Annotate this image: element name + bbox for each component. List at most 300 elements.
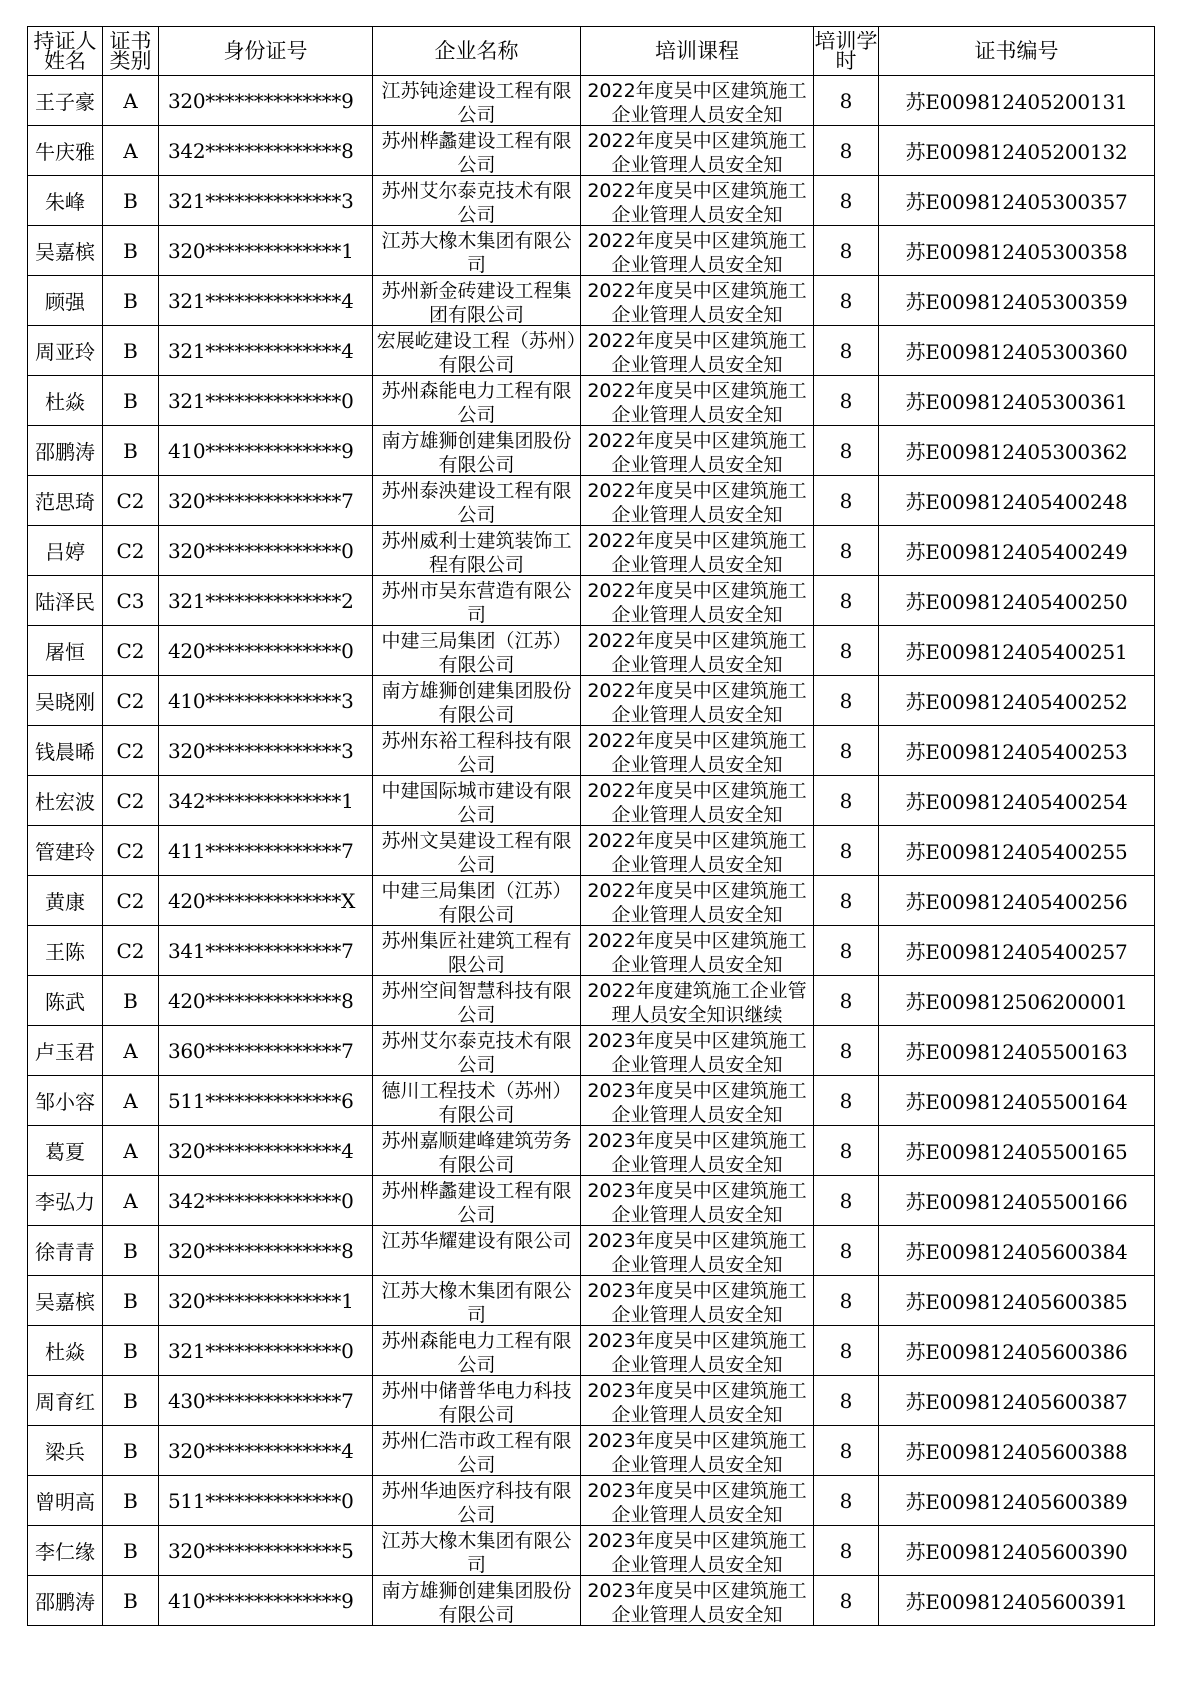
id-number-cell: 321**************4 [159, 326, 373, 376]
holder-name-cell: 黄康 [28, 876, 103, 926]
table-row [28, 326, 1155, 376]
company-name-text: 中建三局集团（江苏）有限公司 [381, 879, 572, 925]
cert-number-cell: 苏E009812405500164 [879, 1076, 1155, 1126]
company-name-text: 苏州桦蠡建设工程有限公司 [381, 129, 572, 175]
training-course-text: 2022年度吴中区建筑施工企业管理人员安全知 [587, 629, 807, 675]
company-name-text: 苏州泰泱建设工程有限公司 [381, 479, 572, 525]
header-holder-name: 持证人姓名 [28, 27, 103, 76]
id-number-cell: 320**************5 [159, 1526, 373, 1576]
company-name-text: 苏州森能电力工程有限公司 [381, 379, 572, 425]
company-name-text: 苏州仁浩市政工程有限公司 [381, 1429, 572, 1475]
training-course-text: 2023年度吴中区建筑施工企业管理人员安全知 [587, 1179, 807, 1225]
training-course-cell [581, 126, 814, 176]
table-row [28, 1176, 1155, 1226]
cert-category-cell: C2 [103, 626, 159, 676]
cert-number-cell: 苏E009812405200132 [879, 126, 1155, 176]
header-training-course: 培训课程 [581, 27, 814, 76]
table-row [28, 1426, 1155, 1476]
table-row [28, 1026, 1155, 1076]
table-row [28, 876, 1155, 926]
company-name-text: 苏州华迪医疗科技有限公司 [381, 1479, 572, 1525]
table-row [28, 1576, 1155, 1626]
training-hours-cell: 8 [814, 126, 879, 176]
id-number-cell: 320**************0 [159, 526, 373, 576]
holder-name-cell: 王子豪 [28, 76, 103, 126]
training-course-text: 2022年度吴中区建筑施工企业管理人员安全知 [587, 829, 807, 875]
training-course-text: 2022年度吴中区建筑施工企业管理人员安全知 [587, 329, 807, 375]
cert-number-cell: 苏E009812405400248 [879, 476, 1155, 526]
training-hours-cell: 8 [814, 676, 879, 726]
company-name-text: 苏州新金砖建设工程集团有限公司 [381, 279, 572, 325]
company-name-cell [373, 1126, 581, 1176]
id-number-cell: 321**************4 [159, 276, 373, 326]
id-number-cell: 341**************7 [159, 926, 373, 976]
holder-name-cell: 梁兵 [28, 1426, 103, 1476]
company-name-cell [373, 226, 581, 276]
table-row [28, 1126, 1155, 1176]
training-hours-cell: 8 [814, 326, 879, 376]
table-row [28, 526, 1155, 576]
training-course-text: 2022年度吴中区建筑施工企业管理人员安全知 [587, 429, 807, 475]
table-row [28, 926, 1155, 976]
training-hours-cell: 8 [814, 526, 879, 576]
company-name-cell [373, 176, 581, 226]
company-name-text: 江苏华耀建设有限公司 [381, 1229, 572, 1252]
certificate-table [27, 26, 1155, 1626]
header-row [28, 27, 1155, 76]
cert-number-cell: 苏E009812405600385 [879, 1276, 1155, 1326]
training-course-text: 2022年度吴中区建筑施工企业管理人员安全知 [587, 529, 807, 575]
holder-name-cell: 徐青青 [28, 1226, 103, 1276]
id-number-cell: 511**************0 [159, 1476, 373, 1526]
company-name-cell [373, 1326, 581, 1376]
company-name-text: 苏州森能电力工程有限公司 [381, 1329, 572, 1375]
cert-number-cell: 苏E009812405400256 [879, 876, 1155, 926]
id-number-cell: 411**************7 [159, 826, 373, 876]
id-number-cell: 410**************9 [159, 426, 373, 476]
id-number-cell: 320**************9 [159, 76, 373, 126]
cert-number-cell: 苏E009812405500166 [879, 1176, 1155, 1226]
table-row [28, 376, 1155, 426]
training-hours-cell: 8 [814, 1026, 879, 1076]
id-number-cell: 320**************7 [159, 476, 373, 526]
holder-name-cell: 杜焱 [28, 1326, 103, 1376]
holder-name-cell: 吴晓刚 [28, 676, 103, 726]
training-hours-cell: 8 [814, 776, 879, 826]
id-number-cell: 511**************6 [159, 1076, 373, 1126]
holder-name-cell: 王陈 [28, 926, 103, 976]
company-name-cell [373, 276, 581, 326]
training-hours-cell: 8 [814, 576, 879, 626]
cert-category-cell: A [103, 126, 159, 176]
holder-name-cell: 管建玲 [28, 826, 103, 876]
holder-name-cell: 曾明高 [28, 1476, 103, 1526]
company-name-cell [373, 476, 581, 526]
company-name-text: 苏州中储普华电力科技有限公司 [381, 1379, 572, 1425]
training-course-text: 2022年度建筑施工企业管理人员安全知识继续 [587, 979, 807, 1025]
holder-name-cell: 葛夏 [28, 1126, 103, 1176]
company-name-cell [373, 826, 581, 876]
training-hours-cell: 8 [814, 1426, 879, 1476]
training-course-text: 2022年度吴中区建筑施工企业管理人员安全知 [587, 929, 807, 975]
id-number-cell: 410**************9 [159, 1576, 373, 1626]
training-course-cell [581, 676, 814, 726]
training-course-cell [581, 1326, 814, 1376]
company-name-text: 苏州艾尔泰克技术有限公司 [381, 179, 572, 225]
company-name-cell [373, 576, 581, 626]
id-number-cell: 320**************4 [159, 1426, 373, 1476]
cert-category-cell: C2 [103, 826, 159, 876]
header-id-number: 身份证号 [159, 27, 373, 76]
training-course-text: 2022年度吴中区建筑施工企业管理人员安全知 [587, 579, 807, 625]
id-number-cell: 321**************3 [159, 176, 373, 226]
cert-number-cell: 苏E009812405300359 [879, 276, 1155, 326]
company-name-text: 中建三局集团（江苏）有限公司 [381, 629, 572, 675]
training-hours-cell: 8 [814, 1176, 879, 1226]
training-course-cell [581, 976, 814, 1026]
table-row [28, 1376, 1155, 1426]
holder-name-cell: 邹小容 [28, 1076, 103, 1126]
id-number-cell: 430**************7 [159, 1376, 373, 1426]
training-course-text: 2023年度吴中区建筑施工企业管理人员安全知 [587, 1079, 807, 1125]
company-name-text: 苏州威利士建筑装饰工程有限公司 [381, 529, 572, 575]
table-row [28, 1226, 1155, 1276]
cert-category-cell: B [103, 276, 159, 326]
table-row [28, 1276, 1155, 1326]
company-name-cell [373, 526, 581, 576]
training-course-cell [581, 1276, 814, 1326]
cert-category-cell: A [103, 1076, 159, 1126]
training-course-cell [581, 626, 814, 676]
company-name-text: 江苏大橡木集团有限公司 [381, 1529, 572, 1575]
company-name-cell [373, 376, 581, 426]
training-course-cell [581, 576, 814, 626]
cert-category-cell: A [103, 1176, 159, 1226]
training-course-cell [581, 76, 814, 126]
cert-number-cell: 苏E009812405400255 [879, 826, 1155, 876]
cert-category-cell: C3 [103, 576, 159, 626]
table-row [28, 1526, 1155, 1576]
table-row [28, 1076, 1155, 1126]
training-course-cell [581, 426, 814, 476]
training-hours-cell: 8 [814, 1476, 879, 1526]
company-name-text: 江苏钝途建设工程有限公司 [381, 79, 572, 125]
training-hours-cell: 8 [814, 276, 879, 326]
company-name-cell [373, 1526, 581, 1576]
holder-name-cell: 吴嘉槟 [28, 1276, 103, 1326]
company-name-text: 苏州东裕工程科技有限公司 [381, 729, 572, 775]
training-hours-cell: 8 [814, 1276, 879, 1326]
training-course-text: 2022年度吴中区建筑施工企业管理人员安全知 [587, 279, 807, 325]
company-name-text: 宏展屹建设工程（苏州）有限公司 [376, 329, 577, 375]
training-hours-cell: 8 [814, 826, 879, 876]
company-name-text: 苏州空间智慧科技有限公司 [381, 979, 572, 1025]
id-number-cell: 342**************1 [159, 776, 373, 826]
cert-category-cell: A [103, 1126, 159, 1176]
cert-category-cell: B [103, 1526, 159, 1576]
cert-category-cell: C2 [103, 876, 159, 926]
holder-name-cell: 朱峰 [28, 176, 103, 226]
company-name-cell [373, 876, 581, 926]
cert-number-cell: 苏E009812405300358 [879, 226, 1155, 276]
table-row [28, 626, 1155, 676]
training-course-text: 2023年度吴中区建筑施工企业管理人员安全知 [587, 1379, 807, 1425]
company-name-text: 苏州艾尔泰克技术有限公司 [381, 1029, 572, 1075]
cert-number-cell: 苏E009812405300360 [879, 326, 1155, 376]
table-row [28, 976, 1155, 1026]
company-name-text: 南方雄狮创建集团股份有限公司 [381, 1579, 572, 1625]
cert-number-cell: 苏E009812405200131 [879, 76, 1155, 126]
holder-name-cell: 吕婷 [28, 526, 103, 576]
table-row [28, 176, 1155, 226]
table-row [28, 276, 1155, 326]
training-course-cell [581, 1376, 814, 1426]
company-name-text: 苏州文昊建设工程有限公司 [381, 829, 572, 875]
company-name-text: 苏州嘉顺建峰建筑劳务有限公司 [381, 1129, 572, 1175]
cert-category-cell: B [103, 1326, 159, 1376]
company-name-cell [373, 1426, 581, 1476]
cert-number-cell: 苏E009812405400252 [879, 676, 1155, 726]
training-course-cell [581, 726, 814, 776]
cert-number-cell: 苏E009812405600386 [879, 1326, 1155, 1376]
training-hours-cell: 8 [814, 76, 879, 126]
holder-name-cell: 邵鹏涛 [28, 426, 103, 476]
training-hours-cell: 8 [814, 1526, 879, 1576]
cert-number-cell: 苏E009812405400257 [879, 926, 1155, 976]
cert-number-cell: 苏E009812405500165 [879, 1126, 1155, 1176]
company-name-cell [373, 1026, 581, 1076]
training-hours-cell: 8 [814, 426, 879, 476]
training-course-cell [581, 226, 814, 276]
training-course-cell [581, 1576, 814, 1626]
company-name-text: 德川工程技术（苏州）有限公司 [381, 1079, 572, 1125]
id-number-cell: 420**************8 [159, 976, 373, 1026]
training-hours-cell: 8 [814, 176, 879, 226]
training-hours-cell: 8 [814, 376, 879, 426]
company-name-text: 苏州集匠社建筑工程有限公司 [381, 929, 572, 975]
training-hours-cell: 8 [814, 1076, 879, 1126]
training-course-text: 2023年度吴中区建筑施工企业管理人员安全知 [587, 1129, 807, 1175]
holder-name-cell: 李弘力 [28, 1176, 103, 1226]
company-name-cell [373, 976, 581, 1026]
cert-number-cell: 苏E009812405400254 [879, 776, 1155, 826]
holder-name-cell: 杜宏波 [28, 776, 103, 826]
company-name-cell [373, 326, 581, 376]
training-course-text: 2023年度吴中区建筑施工企业管理人员安全知 [587, 1329, 807, 1375]
cert-number-cell: 苏E009812405600389 [879, 1476, 1155, 1526]
training-hours-cell: 8 [814, 976, 879, 1026]
training-course-text: 2023年度吴中区建筑施工企业管理人员安全知 [587, 1579, 807, 1625]
company-name-text: 中建国际城市建设有限公司 [381, 779, 572, 825]
training-hours-cell: 8 [814, 726, 879, 776]
training-course-text: 2023年度吴中区建筑施工企业管理人员安全知 [587, 1279, 807, 1325]
holder-name-cell: 屠恒 [28, 626, 103, 676]
cert-number-cell: 苏E009812405400251 [879, 626, 1155, 676]
training-course-text: 2023年度吴中区建筑施工企业管理人员安全知 [587, 1229, 807, 1275]
company-name-cell [373, 1376, 581, 1426]
training-course-cell [581, 1126, 814, 1176]
header-cert-number: 证书编号 [879, 27, 1155, 76]
holder-name-cell: 陆泽民 [28, 576, 103, 626]
training-course-cell [581, 826, 814, 876]
table-row [28, 126, 1155, 176]
company-name-cell [373, 676, 581, 726]
training-course-text: 2023年度吴中区建筑施工企业管理人员安全知 [587, 1479, 807, 1525]
cert-category-cell: B [103, 1576, 159, 1626]
cert-category-cell: C2 [103, 476, 159, 526]
cert-number-cell: 苏E009812405300361 [879, 376, 1155, 426]
table-body [28, 76, 1155, 1626]
id-number-cell: 420**************0 [159, 626, 373, 676]
company-name-cell [373, 426, 581, 476]
id-number-cell: 410**************3 [159, 676, 373, 726]
cert-category-cell: B [103, 226, 159, 276]
training-course-cell [581, 1476, 814, 1526]
training-hours-cell: 8 [814, 1576, 879, 1626]
company-name-cell [373, 1176, 581, 1226]
training-course-text: 2022年度吴中区建筑施工企业管理人员安全知 [587, 179, 807, 225]
training-course-text: 2022年度吴中区建筑施工企业管理人员安全知 [587, 679, 807, 725]
holder-name-cell: 陈武 [28, 976, 103, 1026]
training-hours-cell: 8 [814, 1326, 879, 1376]
company-name-text: 苏州桦蠡建设工程有限公司 [381, 1179, 572, 1225]
training-hours-cell: 8 [814, 926, 879, 976]
training-hours-cell: 8 [814, 1126, 879, 1176]
cert-number-cell: 苏E009812405300357 [879, 176, 1155, 226]
training-course-cell [581, 376, 814, 426]
id-number-cell: 342**************8 [159, 126, 373, 176]
cert-category-cell: C2 [103, 926, 159, 976]
table-row [28, 776, 1155, 826]
training-course-cell [581, 776, 814, 826]
training-course-cell [581, 1026, 814, 1076]
training-course-cell [581, 1076, 814, 1126]
table-row [28, 426, 1155, 476]
id-number-cell: 321**************0 [159, 376, 373, 426]
id-number-cell: 320**************1 [159, 226, 373, 276]
company-name-cell [373, 926, 581, 976]
cert-number-cell: 苏E009812405600384 [879, 1226, 1155, 1276]
training-course-text: 2022年度吴中区建筑施工企业管理人员安全知 [587, 479, 807, 525]
cert-category-cell: B [103, 426, 159, 476]
id-number-cell: 320**************3 [159, 726, 373, 776]
cert-category-cell: C2 [103, 676, 159, 726]
cert-number-cell: 苏E009812405400249 [879, 526, 1155, 576]
training-course-cell [581, 326, 814, 376]
training-course-cell [581, 526, 814, 576]
holder-name-cell: 顾强 [28, 276, 103, 326]
cert-number-cell: 苏E009812405400253 [879, 726, 1155, 776]
company-name-cell [373, 726, 581, 776]
holder-name-cell: 周育红 [28, 1376, 103, 1426]
training-course-cell [581, 1426, 814, 1476]
cert-category-cell: B [103, 1376, 159, 1426]
training-course-cell [581, 476, 814, 526]
cert-category-cell: C2 [103, 526, 159, 576]
id-number-cell: 321**************2 [159, 576, 373, 626]
cert-category-cell: A [103, 76, 159, 126]
cert-category-cell: B [103, 1276, 159, 1326]
holder-name-cell: 周亚玲 [28, 326, 103, 376]
company-name-text: 南方雄狮创建集团股份有限公司 [381, 679, 572, 725]
company-name-cell [373, 126, 581, 176]
cert-category-cell: B [103, 1426, 159, 1476]
training-hours-cell: 8 [814, 226, 879, 276]
header-company-name: 企业名称 [373, 27, 581, 76]
id-number-cell: 320**************4 [159, 1126, 373, 1176]
company-name-text: 苏州市吴东营造有限公司 [381, 579, 572, 625]
cert-number-cell: 苏E009812506200001 [879, 976, 1155, 1026]
training-course-text: 2022年度吴中区建筑施工企业管理人员安全知 [587, 79, 807, 125]
cert-category-cell: B [103, 176, 159, 226]
company-name-text: 江苏大橡木集团有限公司 [381, 229, 572, 275]
company-name-cell [373, 76, 581, 126]
training-course-text: 2022年度吴中区建筑施工企业管理人员安全知 [587, 229, 807, 275]
training-course-cell [581, 1226, 814, 1276]
table-row [28, 1326, 1155, 1376]
table-row [28, 826, 1155, 876]
company-name-cell [373, 1226, 581, 1276]
company-name-cell [373, 1476, 581, 1526]
holder-name-cell: 牛庆雅 [28, 126, 103, 176]
table-row [28, 676, 1155, 726]
company-name-cell [373, 1276, 581, 1326]
company-name-text: 江苏大橡木集团有限公司 [381, 1279, 572, 1325]
cert-category-cell: B [103, 326, 159, 376]
training-course-text: 2022年度吴中区建筑施工企业管理人员安全知 [587, 729, 807, 775]
cert-number-cell: 苏E009812405600391 [879, 1576, 1155, 1626]
cert-category-cell: C2 [103, 726, 159, 776]
cert-category-cell: A [103, 1026, 159, 1076]
cert-number-cell: 苏E009812405300362 [879, 426, 1155, 476]
training-hours-cell: 8 [814, 1376, 879, 1426]
table-row [28, 576, 1155, 626]
training-course-cell [581, 176, 814, 226]
company-name-cell [373, 1076, 581, 1126]
holder-name-cell: 卢玉君 [28, 1026, 103, 1076]
id-number-cell: 420**************X [159, 876, 373, 926]
training-course-text: 2022年度吴中区建筑施工企业管理人员安全知 [587, 379, 807, 425]
training-course-text: 2022年度吴中区建筑施工企业管理人员安全知 [587, 129, 807, 175]
training-course-text: 2023年度吴中区建筑施工企业管理人员安全知 [587, 1529, 807, 1575]
cert-category-cell: C2 [103, 776, 159, 826]
table-row [28, 726, 1155, 776]
training-course-text: 2022年度吴中区建筑施工企业管理人员安全知 [587, 879, 807, 925]
cert-number-cell: 苏E009812405400250 [879, 576, 1155, 626]
header-training-hours: 培训学时 [814, 27, 879, 76]
cert-category-cell: B [103, 376, 159, 426]
holder-name-cell: 吴嘉槟 [28, 226, 103, 276]
company-name-cell [373, 1576, 581, 1626]
cert-number-cell: 苏E009812405600388 [879, 1426, 1155, 1476]
training-course-text: 2023年度吴中区建筑施工企业管理人员安全知 [587, 1429, 807, 1475]
cert-category-cell: B [103, 1476, 159, 1526]
table-row [28, 226, 1155, 276]
company-name-cell [373, 776, 581, 826]
holder-name-cell: 范思琦 [28, 476, 103, 526]
header-cert-category: 证书类别 [103, 27, 159, 76]
training-course-cell [581, 876, 814, 926]
cert-number-cell: 苏E009812405600390 [879, 1526, 1155, 1576]
training-course-cell [581, 1526, 814, 1576]
company-name-cell [373, 626, 581, 676]
id-number-cell: 321**************0 [159, 1326, 373, 1376]
table-row [28, 476, 1155, 526]
training-hours-cell: 8 [814, 626, 879, 676]
cert-number-cell: 苏E009812405500163 [879, 1026, 1155, 1076]
training-course-cell [581, 926, 814, 976]
cert-category-cell: B [103, 976, 159, 1026]
